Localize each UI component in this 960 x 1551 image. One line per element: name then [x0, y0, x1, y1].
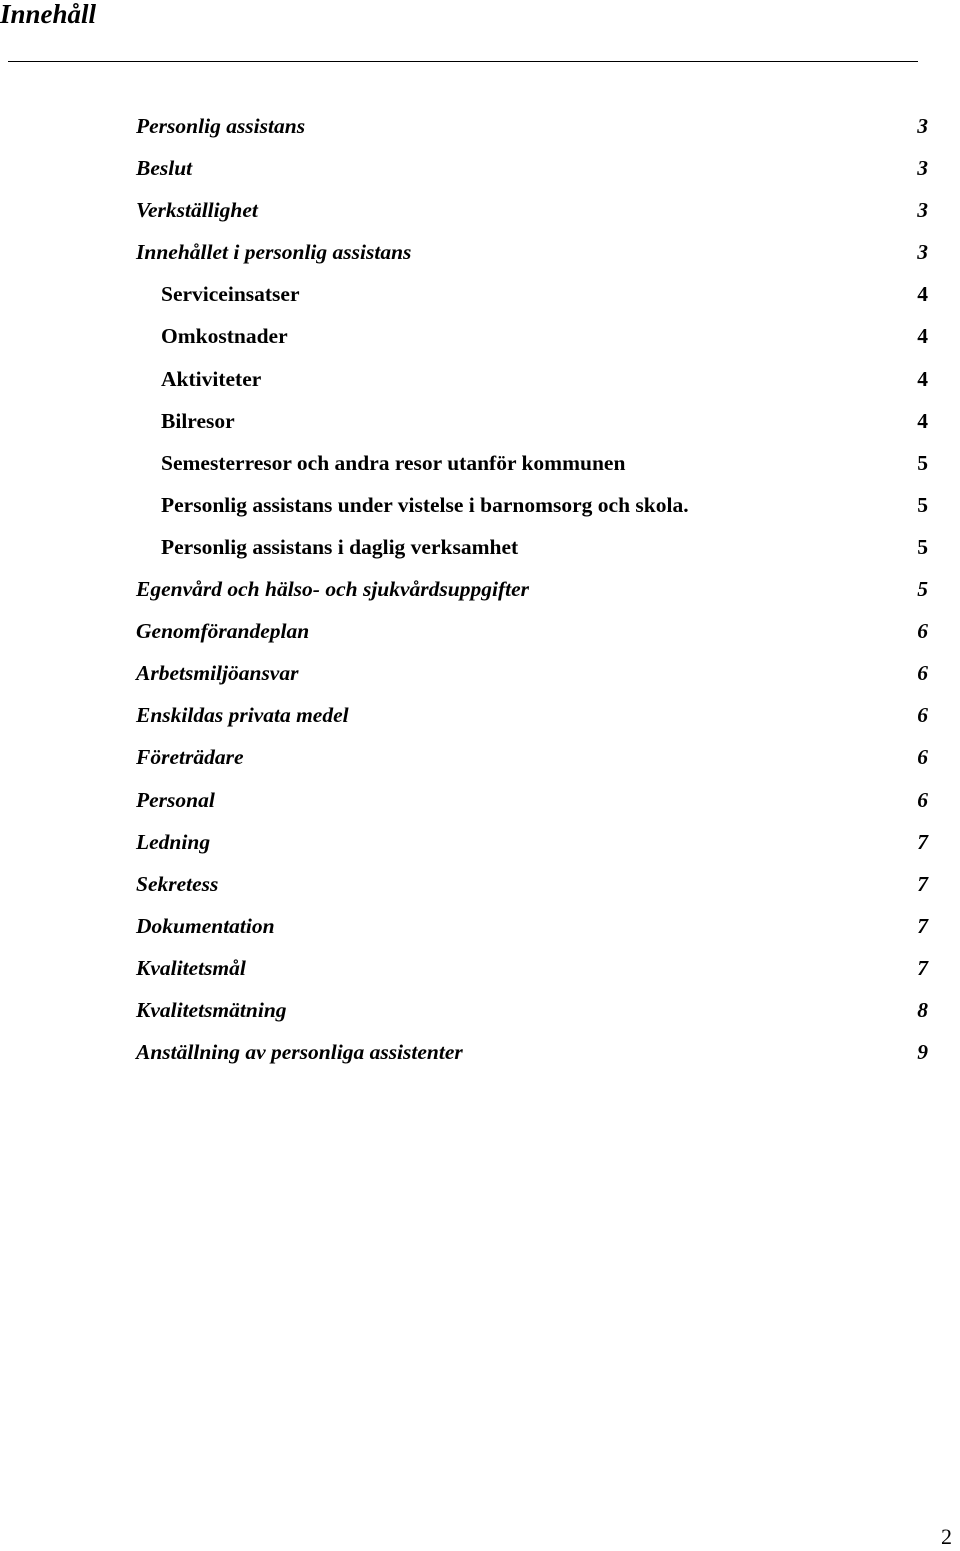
toc-entry-page-number: 9: [917, 1040, 928, 1065]
toc-entry-label: Arbetsmiljöansvar: [136, 661, 299, 686]
toc-entry-page-number: 6: [917, 703, 928, 728]
toc-entry[interactable]: [0, 905, 960, 947]
toc-entry-label: Anställning av personliga assistenter: [136, 1040, 463, 1065]
toc-entry[interactable]: [0, 821, 960, 863]
toc-entry-page-number: 4: [917, 408, 928, 433]
toc-entry-label: Kvalitetsmätning: [136, 997, 287, 1022]
toc-entry-label: Sekretess: [136, 871, 219, 896]
toc-entry-label: Serviceinsatser: [161, 282, 300, 307]
toc-entry[interactable]: [0, 400, 960, 442]
toc-entry-page-number: 7: [917, 913, 928, 938]
toc-entry[interactable]: [0, 105, 960, 147]
toc-entry-page-number: 4: [917, 282, 928, 307]
toc-entry-label: Dokumentation: [136, 913, 275, 938]
toc-entry-page-number: 6: [917, 661, 928, 686]
toc-entry-page-number: 3: [917, 198, 928, 223]
toc-entry-label: Personlig assistans i daglig verksamhet: [161, 534, 519, 559]
toc-entry[interactable]: [0, 315, 960, 357]
toc-entry-label: Enskildas privata medel: [136, 703, 349, 728]
toc-entry-page-number: 5: [917, 534, 928, 559]
toc-entry[interactable]: [0, 484, 960, 526]
toc-entry-label: Personal: [136, 787, 215, 812]
toc-entry-page-number: 3: [917, 156, 928, 181]
toc-entry[interactable]: [0, 652, 960, 694]
toc-entry[interactable]: [0, 1031, 960, 1073]
toc-entry[interactable]: [0, 779, 960, 821]
toc-entry-page-number: 6: [917, 787, 928, 812]
toc-entry[interactable]: [0, 147, 960, 189]
toc-entry-page-number: 5: [917, 577, 928, 602]
toc-entry-page-number: 4: [917, 366, 928, 391]
toc-entry-label: Innehållet i personlig assistans: [136, 240, 412, 265]
toc-entry-label: Beslut: [136, 156, 193, 181]
toc-entry-page-number: 3: [917, 240, 928, 265]
toc-entry-label: Personlig assistans: [136, 114, 306, 138]
toc-entry[interactable]: [0, 358, 960, 400]
toc-entry-page-number: 7: [917, 955, 928, 980]
toc-entry[interactable]: [0, 231, 960, 273]
toc-entry-label: Aktiviteter: [161, 366, 262, 391]
table-of-contents: [0, 105, 960, 1073]
toc-entry[interactable]: [0, 273, 960, 315]
toc-entry-page-number: 3: [917, 114, 928, 138]
toc-entry[interactable]: [0, 526, 960, 568]
toc-entry-page-number: 7: [917, 829, 928, 854]
page-number: 2: [941, 1524, 952, 1549]
toc-entry[interactable]: [0, 736, 960, 778]
toc-entry-page-number: 7: [917, 871, 928, 896]
toc-entry-label: Egenvård och hälso- och sjukvårdsuppgifter: [136, 577, 530, 602]
toc-entry-page-number: 8: [917, 997, 928, 1022]
toc-entry-label: Omkostnader: [161, 324, 288, 349]
toc-entry[interactable]: [0, 189, 960, 231]
toc-entry[interactable]: [0, 947, 960, 989]
toc-entry[interactable]: [0, 610, 960, 652]
toc-entry-label: Semesterresor och andra resor utanför kommunen: [161, 450, 626, 475]
toc-entry[interactable]: [0, 989, 960, 1031]
toc-entry-page-number: 5: [917, 450, 928, 475]
toc-entry[interactable]: [0, 442, 960, 484]
toc-entry-label: Personlig assistans under vistelse i barnomsorg och skola.: [161, 492, 689, 517]
toc-entry-label: Bilresor: [161, 408, 235, 433]
toc-entry-page-number: 6: [917, 745, 928, 770]
toc-entry-label: Verkställighet: [136, 198, 258, 223]
toc-entry-page-number: 6: [917, 619, 928, 644]
heading-underline: [8, 61, 918, 62]
toc-entry-label: Genomförandeplan: [136, 619, 310, 644]
toc-entry-label: Kvalitetsmål: [136, 955, 246, 980]
toc-entry[interactable]: [0, 863, 960, 905]
toc-heading: Innehåll: [0, 0, 97, 29]
toc-entry[interactable]: [0, 694, 960, 736]
toc-entry-page-number: 5: [917, 492, 928, 517]
toc-entry-label: Företrädare: [136, 745, 244, 770]
toc-entry[interactable]: [0, 568, 960, 610]
toc-entry-page-number: 4: [917, 324, 928, 349]
toc-entry-label: Ledning: [136, 829, 211, 854]
